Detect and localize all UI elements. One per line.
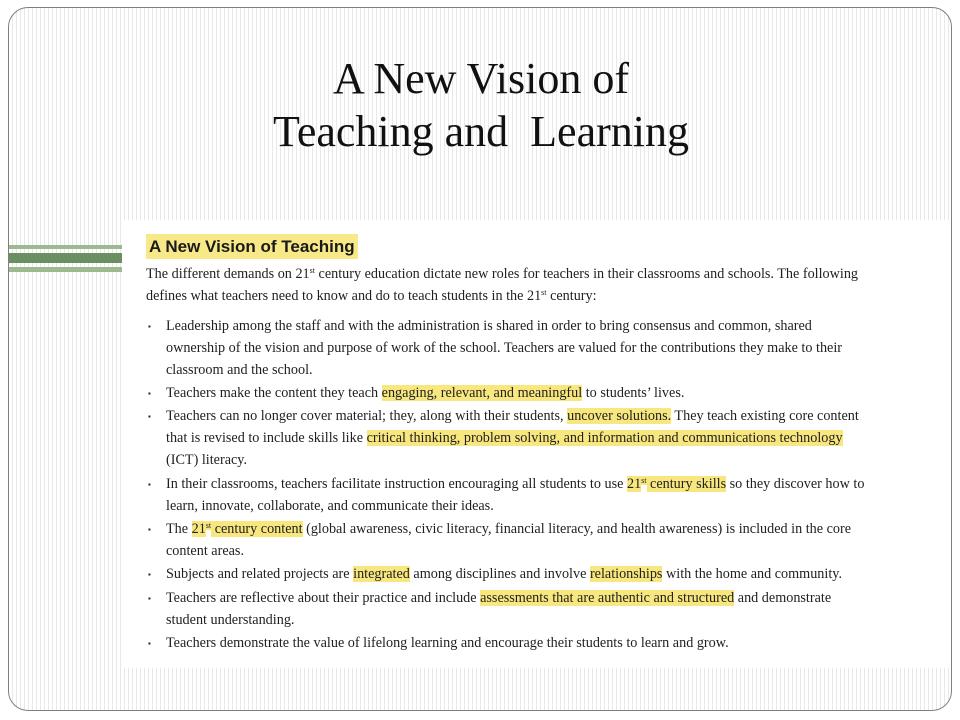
- slide-title-line-2: Teaching and Learning: [273, 107, 689, 156]
- bullet-line: [166, 610, 294, 631]
- highlighted-text: integrated: [353, 566, 410, 583]
- bullet-line: [166, 383, 684, 404]
- bullet-marker: ▪: [148, 479, 151, 489]
- text-segment: to students’ lives.: [582, 385, 685, 401]
- bullet-line: [166, 450, 247, 471]
- text-segment: content areas.: [166, 542, 244, 559]
- text-segment: (ICT) literacy.: [166, 452, 248, 469]
- bullet-line: [166, 360, 313, 381]
- text-segment: student understanding.: [166, 611, 295, 628]
- text-segment: ownership of the vision and purpose of work of the school. Teachers are valued for the contributions they make to their: [166, 339, 843, 356]
- text-segment: The different demands on 21: [146, 266, 310, 282]
- accent-stripe-top: [9, 245, 122, 249]
- bullet-line: [166, 633, 729, 654]
- document-heading: A New Vision of Teaching: [146, 234, 358, 259]
- bullet-marker: ▪: [148, 593, 151, 603]
- text-segment: Leadership among the staff and with the administration is shared in order to bring consensus and common, shared: [166, 317, 812, 334]
- bullet-marker: ▪: [148, 524, 151, 534]
- bullet-marker: ▪: [148, 412, 151, 422]
- text-segment: In their classrooms, teachers facilitate instruction encouraging all students to use: [166, 475, 627, 492]
- bullet-marker: ▪: [148, 570, 151, 580]
- text-segment: that is revised to include skills like: [166, 430, 367, 447]
- bullet-line: [166, 428, 843, 449]
- highlighted-text: engaging, relevant, and meaningful: [381, 385, 583, 401]
- text-segment: Teachers demonstrate the value of lifelong learning and encourage their students to learn and grow.: [166, 634, 729, 651]
- text-segment: The: [166, 520, 192, 537]
- slide-frame: [8, 7, 952, 711]
- accent-bar: [9, 245, 122, 275]
- highlighted-text: relationships: [589, 566, 663, 583]
- text-segment: defines what teachers need to know and do to teach students in the 21: [146, 287, 542, 304]
- text-segment: classroom and the school.: [166, 361, 313, 378]
- bullet-marker: ▪: [148, 638, 151, 648]
- text-segment: Teachers make the content they teach: [166, 385, 382, 401]
- document-image: [122, 220, 952, 668]
- text-segment: century education dictate new roles for teachers in their classrooms and schools. The following: [314, 266, 859, 282]
- text-segment: st: [541, 287, 547, 297]
- text-segment: century:: [546, 287, 597, 304]
- highlighted-text: uncover solutions.: [567, 408, 672, 425]
- bullet-line: [166, 474, 864, 495]
- text-segment: st: [309, 266, 315, 275]
- highlighted-text: assessments that are authentic and structured: [480, 589, 735, 606]
- highlighted-text: century skills: [646, 475, 727, 492]
- accent-stripe-middle: [9, 253, 122, 263]
- highlighted-text: st: [641, 475, 647, 485]
- highlighted-text: st: [205, 520, 212, 530]
- highlighted-text: century content: [211, 520, 303, 537]
- bullet-line: [166, 564, 842, 585]
- slide-title: [9, 52, 952, 158]
- accent-stripe-bottom: [9, 267, 122, 272]
- bullet-line: [166, 316, 812, 337]
- text-segment: Teachers are reflective about their practice and include: [166, 589, 481, 606]
- text-segment: and demonstrate: [734, 589, 832, 606]
- slide-title-line-1: A New Vision of: [333, 54, 629, 103]
- bullet-line: [166, 519, 851, 540]
- highlighted-text: critical thinking, problem solving, and information and communications technology: [366, 430, 843, 447]
- highlighted-text: 21: [191, 520, 206, 537]
- bullet-line: [166, 496, 494, 517]
- text-segment: so they discover how to: [726, 475, 865, 492]
- text-segment: Subjects and related projects are: [166, 566, 354, 583]
- bullet-marker: ▪: [148, 389, 151, 398]
- text-segment: with the home and community.: [662, 566, 842, 583]
- bullet-line: [166, 541, 244, 562]
- bullet-marker: ▪: [148, 321, 151, 331]
- highlighted-text: 21: [626, 475, 642, 492]
- text-segment: They teach existing core content: [671, 408, 859, 425]
- text-segment: among disciplines and involve: [409, 566, 590, 583]
- bullet-line: [166, 406, 859, 427]
- text-segment: learn, innovate, collaborate, and communicate their ideas.: [166, 497, 494, 514]
- intro-line: [146, 286, 597, 307]
- intro-line: [146, 264, 858, 285]
- text-segment: (global awareness, civic literacy, financial literacy, and health awareness) is included in the core: [302, 520, 852, 537]
- text-segment: Teachers can no longer cover material; they, along with their students,: [166, 408, 568, 425]
- bullet-line: [166, 588, 831, 609]
- bullet-line: [166, 338, 842, 359]
